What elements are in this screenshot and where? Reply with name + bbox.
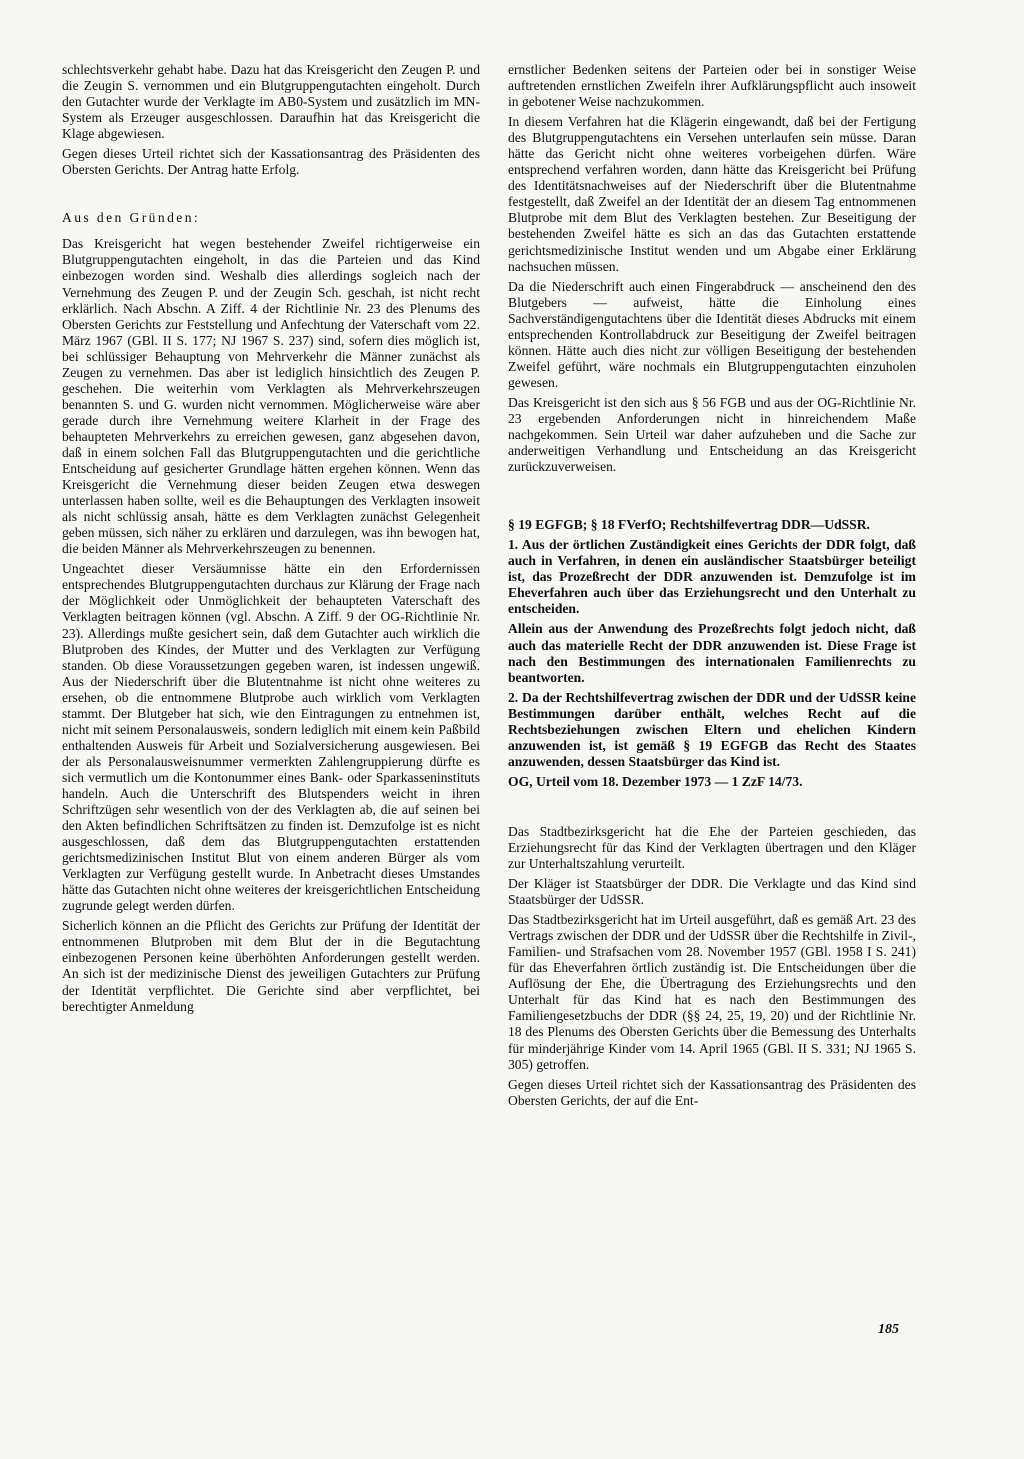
- left-column: [62, 62, 480, 1019]
- headnote: 2. Da der Rechtshilfevertrag zwischen der DDR und der UdSSR keine Bestimmungen darüber enthält, welches Recht auf die Rechtsbeziehungen zwischen Eltern und ehelichen Kindern anzuwenden ist, ist gemäß § 19 EGFGB das Recht des Staates anzuwenden, dessen Staatsbürger das Kind ist.: [508, 689, 916, 769]
- paragraph: Gegen dieses Urteil richtet sich der Kassationsantrag des Präsidenten des Obersten Gerichts, der auf die Ent-: [508, 1076, 916, 1108]
- legal-provisions-header: § 19 EGFGB; § 18 FVerfO; Rechtshilfevertrag DDR—UdSSR.: [508, 517, 870, 533]
- page-number: 185: [878, 1322, 899, 1337]
- paragraph: ernstlicher Bedenken seitens der Parteien oder bei in sonstiger Weise auftretenden ernstlichen Zweifeln ihrer Aufklärungspflicht auch insoweit in gebotener Weise nachzukommen.: [508, 62, 916, 110]
- section-heading: Aus den Gründen:: [62, 210, 201, 226]
- paragraph: Das Kreisgericht ist den sich aus § 56 FGB und aus der OG-Richtlinie Nr. 23 ergebenden Anforderungen nicht in hinreichendem Maße nachgekommen. Sein Urteil war daher aufzuheben und die Sache zur anderweitigen Verhandlung und Entscheidung an das Kreisgericht zurückzuverweisen.: [508, 394, 916, 475]
- headnote: Allein aus der Anwendung des Prozeßrechts folgt jedoch nicht, daß auch das materielle Recht der DDR anzuwenden ist. Diese Frage ist nach den Bestimmungen des internationalen Familienrechts zu beantworten.: [508, 621, 916, 685]
- paragraph: Das Stadtbezirksgericht hat die Ehe der Parteien geschieden, das Erziehungsrecht für das Kind der Verklagten übertragen und den Kläger zur Unterhaltszahlung verurteilt.: [508, 823, 916, 872]
- paragraph: Ungeachtet dieser Versäumnisse hätte ein den Erfordernissen entsprechendes Blutgruppengutachten durchaus zur Klärung der Frage nach der Möglichkeit oder Unmöglichkeit der behaupteten Vaterschaft des Verklagten beitragen können (vgl. Abschn. A Ziff. 9 der OG-Richtlinie Nr. 23). Allerdings mußte gesichert sein, daß dem Gutachter auch wirklich die Blutproben des Kindes, der Mutter und des Verklagten zur Verfügung standen. Ob diese Voraussetzungen gegeben waren, ist indessen ungewiß. Aus der Niederschrift über die Blutentnahme ist nicht ohne weiteres zu ersehen, ob die entnommene Blutprobe auch wirklich vom Verklagten stammt. Der Blutgeber hat sich, wie den Eintragungen zu entnehmen ist, nicht mit seinem Personalausweis, sondern lediglich mit einem kein Paßbild enthaltenden Ausweis für Arbeit und Sozialversicherung ausgewiesen. Bei der als Personalausweisnummer vermerkten Zahlengruppierung dürfte es sich vermutlich um die Kontonummer eines Bank- oder Sparkasseninstituts handeln. Auch die Unterschrift des Blutspenders weicht in ihren Schriftzügen sehr wesentlich von der des Verklagten ab, die auf seinen bei den Akten befindlichen Schriftsätzen zu finden ist. Demzufolge ist es nicht ausgeschlossen, daß dem das Blutgruppengutachten erstattenden gerichtsmedizinischen Institut Blut von einem anderen Bürger als vom Verklagten zur Verfügung gestellt wurde. In Anbetracht dieses Umstandes hätte das Gutachten nicht ohne weiteres der kreisgerichtlichen Entscheidung zugrunde gelegt werden dürfen.: [62, 561, 480, 914]
- paragraph: Sicherlich können an die Pflicht des Gerichts zur Prüfung der Identität der entnommenen Blutproben mit dem Blut der in die Begutachtung einbezogenen Personen keine überhöhten Anforderungen gestellt werden. An sich ist der medizinische Dienst des jeweiligen Gutachters zur Prüfung der Identität verpflichtet. Die Gerichte sind aber verpflichtet, bei berechtigter Anmeldung: [62, 918, 480, 1014]
- paragraph: In diesem Verfahren hat die Klägerin eingewandt, daß bei der Fertigung des Blutgruppengutachtens ein Versehen unterlaufen sein müsse. Daran hätte das Gericht nicht ohne weiteres vorbeigehen dürfen. Wäre entsprechend verfahren worden, dann hätte das Kreisgericht bei Prüfung des Identitätsnachweises auf der Niederschrift über die Blutentnahme festgestellt, daß Zweifel an der Identität der an diesem Tag entnommenen Blutprobe mit dem Blut des Verklagten bestehen. Zur Beseitigung der bestehenden Zweifel hätte es sich an das das Gutachten erstattende gerichtsmedizinische Institut wenden und um Abgabe einer Erklärung nachsuchen müssen.: [508, 114, 916, 274]
- paragraph: Das Stadtbezirksgericht hat im Urteil ausgeführt, daß es gemäß Art. 23 des Vertrags zwischen der DDR und der UdSSR über die Rechtshilfe in Zivil-, Familien- und Strafsachen vom 28. November 1957 (GBl. 1958 I S. 241) für das Eheverfahren örtlich zuständig ist. Die Entscheidungen über die Auflösung der Ehe, die Übertragung des Erziehungsrechts und den Unterhalt für das Kind hat es nach den Bestimmungen des Familiengesetzbuchs der DDR (§§ 24, 25, 19, 20) und der Richtlinie Nr. 18 des Plenums des Obersten Gerichts über die Bemessung des Unterhalts für minderjährige Kinder vom 14. April 1965 (GBl. II S. 331; NJ 1965 S. 305) getroffen.: [508, 912, 916, 1072]
- paragraph: schlechtsverkehr gehabt habe. Dazu hat das Kreisgericht den Zeugen P. und die Zeugin S. vernommen und ein Blutgruppengutachten eingeholt. Durch den Gutachter wurde der Verklagte im AB0-System und zusätzlich im MN-System als Erzeuger ausgeschlossen. Daraufhin hat das Kreisgericht die Klage abgewiesen.: [62, 62, 480, 142]
- paragraph: Das Kreisgericht hat wegen bestehender Zweifel richtigerweise ein Blutgruppengutachten eingeholt, in das die Parteien und das Kind einbezogen worden sind. Weshalb dies allerdings sogleich nach der Vernehmung des Zeugen P. und der Zeugin Sch. geschah, ist nicht recht erklärlich. Nach Abschn. A Ziff. 4 der Richtlinie Nr. 23 des Plenums des Obersten Gerichts zur Feststellung und Anfechtung der Vaterschaft vom 22. März 1967 (GBl. II S. 177; NJ 1967 S. 237) sind, sofern dies möglich ist, bei schlüssiger Behauptung von Mehrverkehr die Männer zunächst als Zeugen zu vernehmen. Das aber ist lediglich hinsichtlich des Zeugen P. geschehen. Die weiterhin vom Verklagten als Mehrverkehrszeugen benannten S. und G. wurden nicht vernommen. Möglicherweise wäre aber gerade durch ihre Vernehmung weitere Klarheit in der Frage des behaupteten Mehrverkehrs zu erreichen gewesen, ganz abgesehen davon, daß in einem solchen Fall das Blutgruppengutachten und die gerichtliche Entscheidung auf gesicherter Grundlage hätten ergehen können. Wenn das Kreisgericht die Vernehmung dieser beiden Zeugen etwa deswegen unterlassen haben sollte, weil es die Behauptungen des Verklagten insoweit als nicht schlüssig ansah, hätte es dem Verklagten zunächst Gelegenheit geben müssen, sich näher zu erklären und darzulegen, was ihn bewogen hat, die beiden Männer als Mehrverkehrszeugen zu benennen.: [62, 236, 480, 557]
- headnote: 1. Aus der örtlichen Zuständigkeit eines Gerichts der DDR folgt, daß auch in Verfahren, in denen ein ausländischer Staatsbürger beteiligt ist, das Prozeßrecht der DDR anzuwenden ist. Demzufolge ist im Eheverfahren auch über das Erziehungsrecht und den Unterhalt zu entscheiden.: [508, 537, 916, 617]
- right-column: [508, 62, 916, 1113]
- paragraph: Der Kläger ist Staatsbürger der DDR. Die Verklagte und das Kind sind Staatsbürger der UdSSR.: [508, 876, 916, 908]
- paragraph: Gegen dieses Urteil richtet sich der Kassationsantrag des Präsidenten des Obersten Gerichts. Der Antrag hatte Erfolg.: [62, 146, 480, 178]
- paragraph: Da die Niederschrift auch einen Fingerabdruck — anscheinend den des Blutgebers — aufweist, hätte die Einholung eines Sachverständigengutachtens über die Identität dieses Abdrucks mit einem entsprechenden Kontrollabdruck zur Beseitigung der Zweifel beitragen können. Hätte auch dies nicht zur völligen Beseitigung der bestehenden Zweifel geführt, wäre nochmals ein Blutgruppengutachten einzuholen gewesen.: [508, 278, 916, 390]
- case-reference: OG, Urteil vom 18. Dezember 1973 — 1 ZzF 14/73.: [508, 773, 803, 789]
